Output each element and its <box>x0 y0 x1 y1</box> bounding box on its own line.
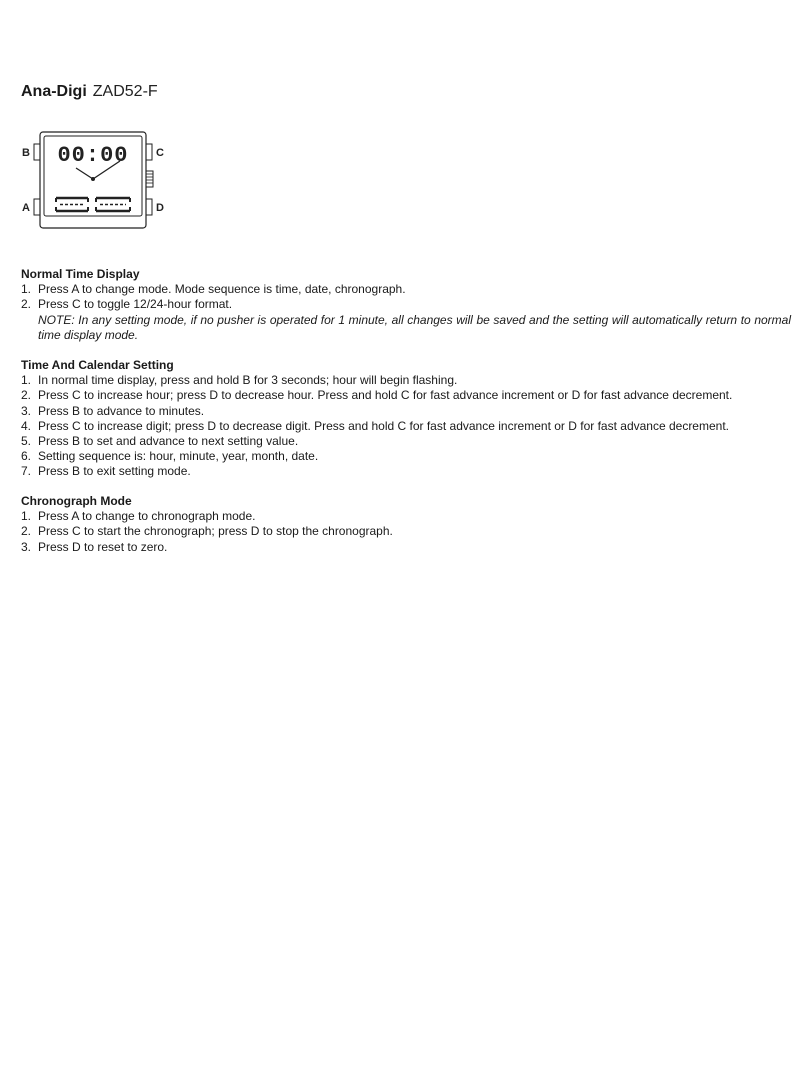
list-item <box>21 540 791 555</box>
section-chronograph-mode <box>21 494 791 555</box>
pusher-b <box>34 144 40 160</box>
item-number: 1. <box>21 373 32 388</box>
item-number: 1. <box>21 509 32 524</box>
item-text: Press C to start the chronograph; press D to stop the chronograph. <box>38 524 393 539</box>
lower-segment-display <box>56 198 130 211</box>
steps-list <box>21 282 791 312</box>
item-text: Press A to change to chronograph mode. <box>38 509 256 524</box>
label-a: A <box>22 202 30 214</box>
label-d: D <box>156 202 164 214</box>
list-item <box>21 464 791 479</box>
item-number: 3. <box>21 403 32 418</box>
list-item <box>21 373 791 388</box>
section-title: Chronograph Mode <box>21 494 132 508</box>
label-c: C <box>156 147 164 159</box>
label-b: B <box>22 147 30 159</box>
item-number: 3. <box>21 539 32 554</box>
item-number: 4. <box>21 418 32 433</box>
note-text: NOTE: In any setting mode, if no pusher is operated for 1 minute, all changes will be saved and the setting will automatically return to normal time display mode. <box>38 312 791 342</box>
pusher-a <box>34 199 40 215</box>
section-normal-time-display <box>21 267 791 343</box>
list-item <box>21 449 791 464</box>
item-text: Press C to increase digit; press D to decrease digit. Press and hold C for fast advance increment or D for fast advance decrement. <box>38 418 729 433</box>
list-item <box>21 297 791 312</box>
list-item <box>21 419 791 434</box>
pusher-d <box>146 199 152 215</box>
item-number: 6. <box>21 449 32 464</box>
item-text: Press B to advance to minutes. <box>38 403 205 418</box>
item-number: 1. <box>21 282 32 297</box>
item-number: 2. <box>21 388 32 403</box>
item-text: Press C to increase hour; press D to decrease hour. Press and hold C for fast advance increment or D for fast advance decrement. <box>38 388 733 403</box>
item-number: 2. <box>21 524 32 539</box>
page-title <box>21 82 158 102</box>
section-title: Normal Time Display <box>21 267 140 281</box>
item-text: Press B to exit setting mode. <box>38 464 191 479</box>
item-text: Setting sequence is: hour, minute, year, month, date. <box>38 449 319 464</box>
item-number: 7. <box>21 464 32 479</box>
list-item <box>21 509 791 524</box>
pusher-c <box>146 144 152 160</box>
brand-name: Ana-Digi <box>21 83 87 100</box>
item-text: Press A to change mode. Mode sequence is time, date, chronograph. <box>38 282 406 297</box>
list-item <box>21 434 791 449</box>
list-item <box>21 388 791 403</box>
section-time-calendar-setting <box>21 358 791 480</box>
model-number: ZAD52-F <box>92 83 158 100</box>
watch-diagram <box>20 130 170 230</box>
crown <box>146 171 153 187</box>
list-item <box>21 524 791 539</box>
steps-list <box>21 509 791 555</box>
list-item <box>21 404 791 419</box>
item-text: Press B to set and advance to next setting value. <box>38 434 299 449</box>
list-item <box>21 282 791 297</box>
section-title: Time And Calendar Setting <box>21 358 174 372</box>
item-text: Press C to toggle 12/24-hour format. <box>38 297 233 312</box>
item-text: In normal time display, press and hold B for 3 seconds; hour will begin flashing. <box>38 373 458 388</box>
item-text: Press D to reset to zero. <box>38 539 168 554</box>
digital-display: 00:00 <box>57 143 129 168</box>
item-number: 2. <box>21 297 32 312</box>
steps-list <box>21 373 791 479</box>
item-number: 5. <box>21 434 32 449</box>
